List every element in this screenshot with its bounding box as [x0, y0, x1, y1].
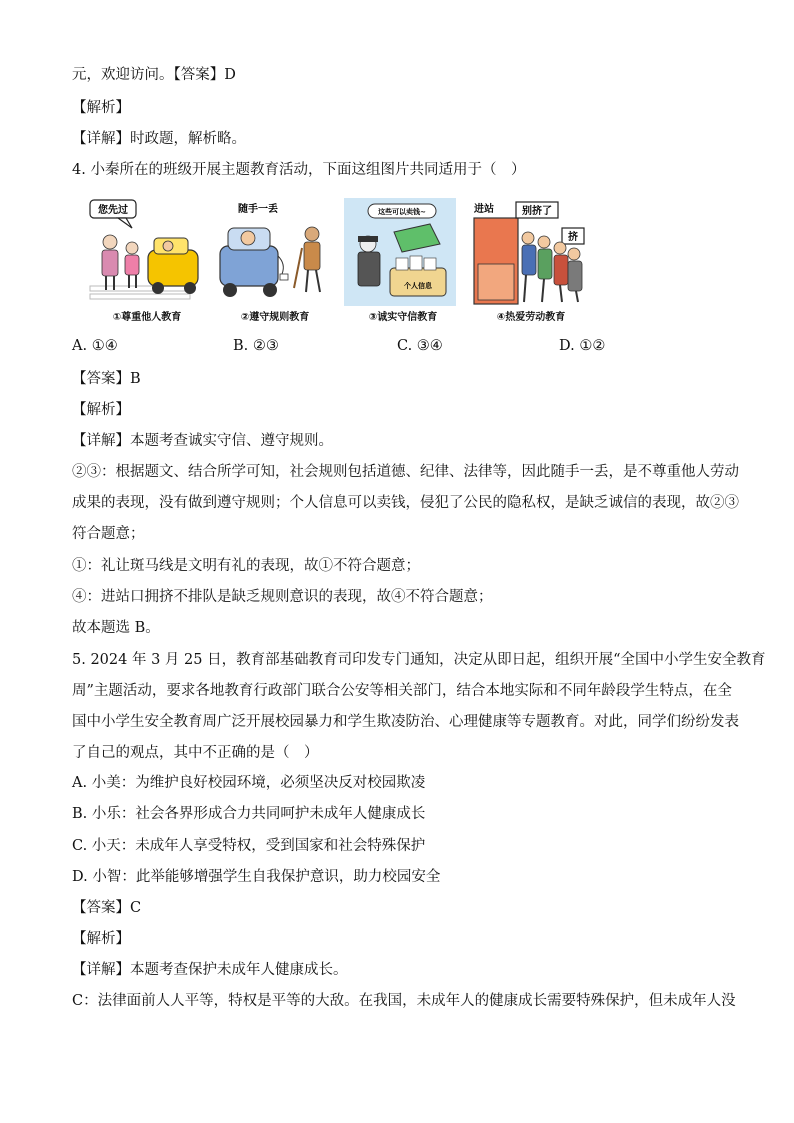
question-4-options [72, 338, 752, 358]
bubble-text: 挤 [568, 232, 578, 243]
panel-follow-rules [216, 198, 334, 326]
box-label: 个人信息 [404, 282, 432, 290]
option-b: B. 小乐：社会各界形成合力共同呵护未成年人健康成长 [72, 806, 426, 822]
crowded-gate-illustration [472, 198, 590, 308]
bubble-text: 这些可以卖钱~ [378, 208, 426, 216]
text-line: 【详解】本题考查保护未成年人健康成长。 [72, 962, 348, 978]
text-line: 【详解】时政题，解析略。 [72, 131, 246, 147]
text-line: 故本题选 B。 [72, 620, 160, 636]
caption: ②遵守规则教育 [240, 312, 310, 323]
caption: ④热爱劳动教育 [496, 312, 566, 323]
text-line: 元，欢迎访问。【答案】D [72, 67, 236, 83]
answer-label: 【答案】C [72, 900, 142, 916]
panel-honesty [344, 198, 462, 326]
text-line: ①：礼让斑马线是文明有礼的表现，故①不符合题意； [72, 558, 420, 574]
text-line: ④：进站口拥挤不排队是缺乏规则意识的表现，故④不符合题意； [72, 589, 493, 605]
text-line: 【详解】本题考查诚实守信、遵守规则。 [72, 433, 333, 449]
text-line: 国中小学生安全教育周广泛开展校园暴力和学生欺凌防治、心理健康等专题教育。对此，同学们纷纷发表 [72, 714, 739, 730]
option-c: C. 小天：未成年人享受特权，受到国家和社会特殊保护 [72, 838, 426, 854]
question-4-stem: 4. 小秦所在的班级开展主题教育活动，下面这组图片共同适用于（ ） [72, 162, 526, 178]
question-4-figure [88, 198, 588, 326]
option-a: A. ①④ [72, 338, 118, 354]
panel-love-labor [472, 198, 590, 326]
option-a: A. 小美：为维护良好校园环境，必须坚决反对校园欺凌 [72, 775, 426, 791]
option-d: D. ①② [559, 338, 606, 354]
text-line: ②③：根据题文、结合所学可知，社会规则包括道德、纪律、法律等，因此随手一丢，是不尊重他人劳动 [72, 464, 739, 480]
selling-data-illustration [344, 198, 462, 308]
option-b: B. ②③ [233, 338, 279, 354]
panel-respect-others [88, 198, 206, 326]
text-line: 成果的表现，没有做到遵守规则；个人信息可以卖钱，侵犯了公民的隐私权，是缺乏诚信的表现，故②③ [72, 495, 739, 511]
option-c: C. ③④ [397, 338, 443, 354]
text-line: 周”主题活动，要求各地教育行政部门联合公安等相关部门，结合本地实际和不同年龄段学生特点，在全 [72, 683, 732, 699]
answer-label: 【答案】B [72, 371, 141, 387]
text-line: C：法律面前人人平等，特权是平等的大敌。在我国，未成年人的健康成长需要特殊保护，但未成年人没 [72, 993, 736, 1009]
question-5-stem: 5. 2024 年 3 月 25 日，教育部基础教育司印发专门通知，决定从即日起，组织开展“全国中小学生安全教育 [72, 652, 766, 668]
caption: ③诚实守信教育 [368, 312, 438, 323]
bubble-text: 别挤了 [522, 206, 552, 217]
section-label-analysis: 【解析】 [72, 100, 130, 116]
bubble-text: 您先过 [98, 205, 128, 216]
crosswalk-illustration [88, 198, 206, 308]
bubble-text: 随手一丢 [238, 204, 278, 215]
text-line: 了自己的观点，其中不正确的是（ ） [72, 745, 319, 761]
section-label-analysis: 【解析】 [72, 402, 130, 418]
caption: ①尊重他人教育 [112, 312, 182, 323]
text-line: 符合题意； [72, 526, 145, 542]
option-d: D. 小智：此举能够增强学生自我保护意识，助力校园安全 [72, 869, 441, 885]
section-label-analysis: 【解析】 [72, 931, 130, 947]
bubble-text: 进站 [474, 204, 494, 215]
littering-illustration [216, 198, 334, 308]
